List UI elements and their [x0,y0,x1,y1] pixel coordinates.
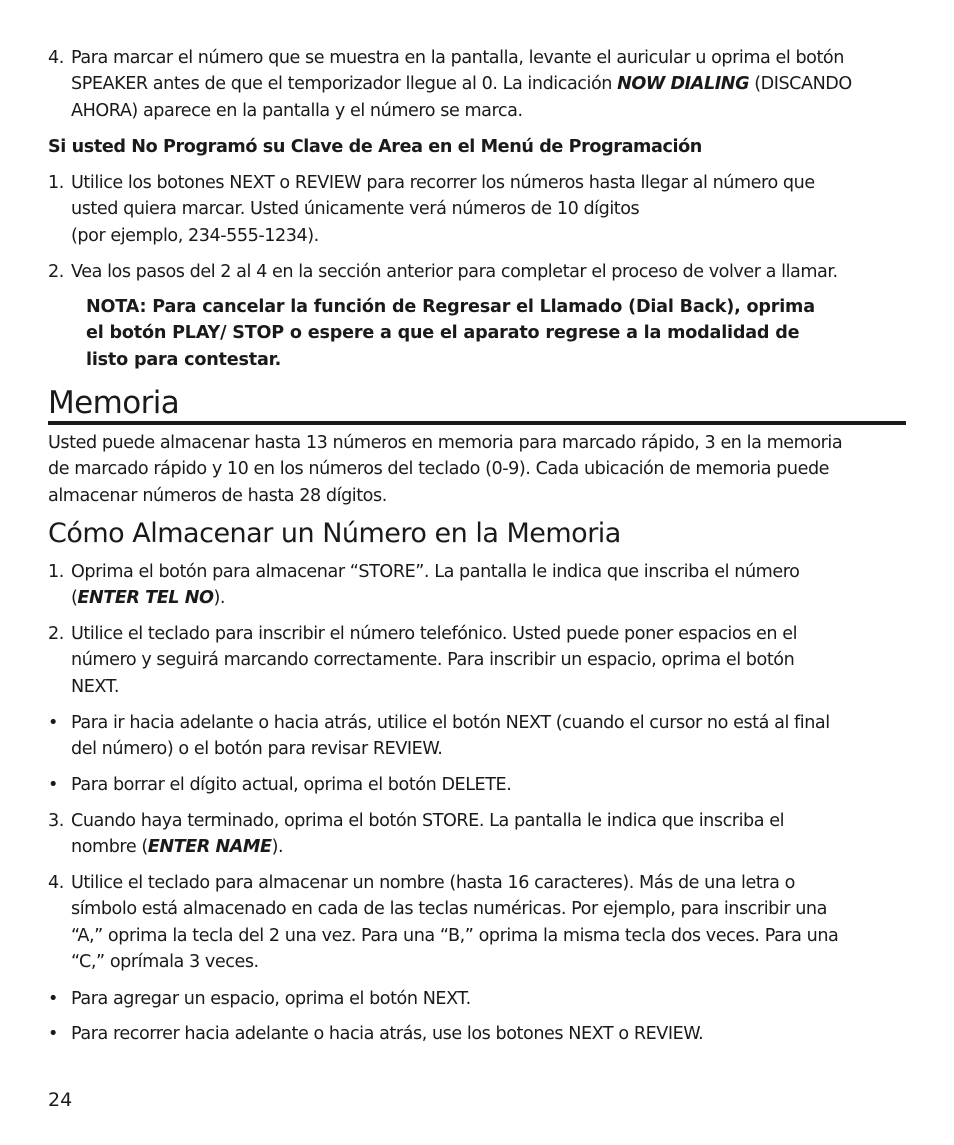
emphasis-enter-tel-no: ENTER TEL NO [77,588,214,609]
list-number: 1. [48,562,64,582]
list-item-sub-step-1 [48,170,908,249]
text-line: Para agregar un espacio, oprima el botón NEXT. [71,989,471,1009]
bullet-marker: • [48,713,58,733]
list-item-step-4 [48,45,908,124]
text-line [71,585,908,611]
text-line [71,71,908,97]
list-number: 4. [48,48,64,68]
bullet-marker: • [48,1024,58,1044]
list-item-sub-step-2 [48,259,908,285]
list-number: 1. [48,173,64,193]
text-line: símbolo está almacenado en cada de las teclas numéricas. Por ejemplo, para inscribir una [71,899,827,920]
bullet-item-delete [48,772,908,798]
list-item-step-4-name [48,870,908,976]
text-run: SPEAKER antes de que el temporizador llegue al 0. La indicación [71,74,618,95]
memoria-paragraph [48,430,908,509]
text-line: Para ir hacia adelante o hacia atrás, utilice el botón NEXT (cuando el cursor no está al final [71,713,830,733]
note-line: el botón PLAY/ STOP o espere a que el aparato regrese a la modalidad de [86,323,800,344]
page-number: 24 [48,1089,73,1111]
note-block [86,294,906,373]
emphasis-enter-name: ENTER NAME [147,837,272,858]
text-line: “C,” oprímala 3 veces. [71,952,259,973]
text-line: almacenar números de hasta 28 dígitos. [48,485,387,506]
text-line: Utilice el teclado para inscribir el número telefónico. Usted puede poner espacios en el [71,624,798,644]
list-item-step-2 [48,621,908,700]
text-run: ). [213,588,226,609]
text-line: Oprima el botón para almacenar “STORE”. La pantalla le indica que inscriba el número [71,562,800,582]
subheading-no-area-code: Si usted No Programó su Clave de Area en el Menú de Programación [48,137,702,157]
text-line: Vea los pasos del 2 al 4 en la sección anterior para completar el proceso de volver a llamar. [71,262,838,282]
list-number: 3. [48,811,64,831]
text-run: (DISCANDO [749,74,852,95]
section-title-como-almacenar: Cómo Almacenar un Número en la Memoria [48,518,621,549]
section-title-memoria: Memoria [48,385,180,421]
section-rule [48,421,906,425]
text-line: Cuando haya terminado, oprima el botón STORE. La pantalla le indica que inscriba el [71,811,785,831]
list-item-step-1 [48,559,908,612]
text-line: del número) o el botón para revisar REVIEW. [71,739,443,760]
text-line: Utilice los botones NEXT o REVIEW para recorrer los números hasta llegar al número que [71,173,815,193]
text-run: nombre ( [71,837,148,858]
list-number: 4. [48,873,64,893]
bullet-item-scroll [48,1021,908,1047]
text-line: Para borrar el dígito actual, oprima el botón DELETE. [71,775,512,795]
text-line: “A,” oprima la tecla del 2 una vez. Para una “B,” oprima la misma tecla dos veces. Para una [71,925,839,946]
note-line: listo para contestar. [86,349,282,370]
text-line: (por ejemplo, 234-555-1234). [71,225,319,246]
text-run: ( [71,588,78,609]
text-line: de marcado rápido y 10 en los números del teclado (0-9). Cada ubicación de memoria puede [48,459,830,480]
bullet-item-navigate [48,710,908,763]
list-item-step-3 [48,808,908,861]
text-line: usted quiera marcar. Usted únicamente verá números de 10 dígitos [71,199,640,220]
text-line: Para marcar el número que se muestra en la pantalla, levante el auricular u oprima el botón [71,48,844,68]
text-line: NEXT. [71,676,120,697]
note-line: NOTA: Para cancelar la función de Regresar el Llamado (Dial Back), oprima [86,297,815,317]
emphasis-now-dialing: NOW DIALING [617,74,750,95]
list-number: 2. [48,262,64,282]
bullet-marker: • [48,989,58,1009]
bullet-marker: • [48,775,58,795]
text-line: número y seguirá marcando correctamente. Para inscribir un espacio, oprima el botón [71,650,795,671]
text-line: Para recorrer hacia adelante o hacia atrás, use los botones NEXT o REVIEW. [71,1024,704,1044]
text-run: ). [271,837,284,858]
text-line [71,834,908,860]
text-line: Utilice el teclado para almacenar un nombre (hasta 16 caracteres). Más de una letra o [71,873,795,893]
text-line: Usted puede almacenar hasta 13 números en memoria para marcado rápido, 3 en la memoria [48,433,843,453]
list-number: 2. [48,624,64,644]
bullet-item-space [48,986,908,1012]
text-line: AHORA) aparece en la pantalla y el número se marca. [71,100,523,121]
